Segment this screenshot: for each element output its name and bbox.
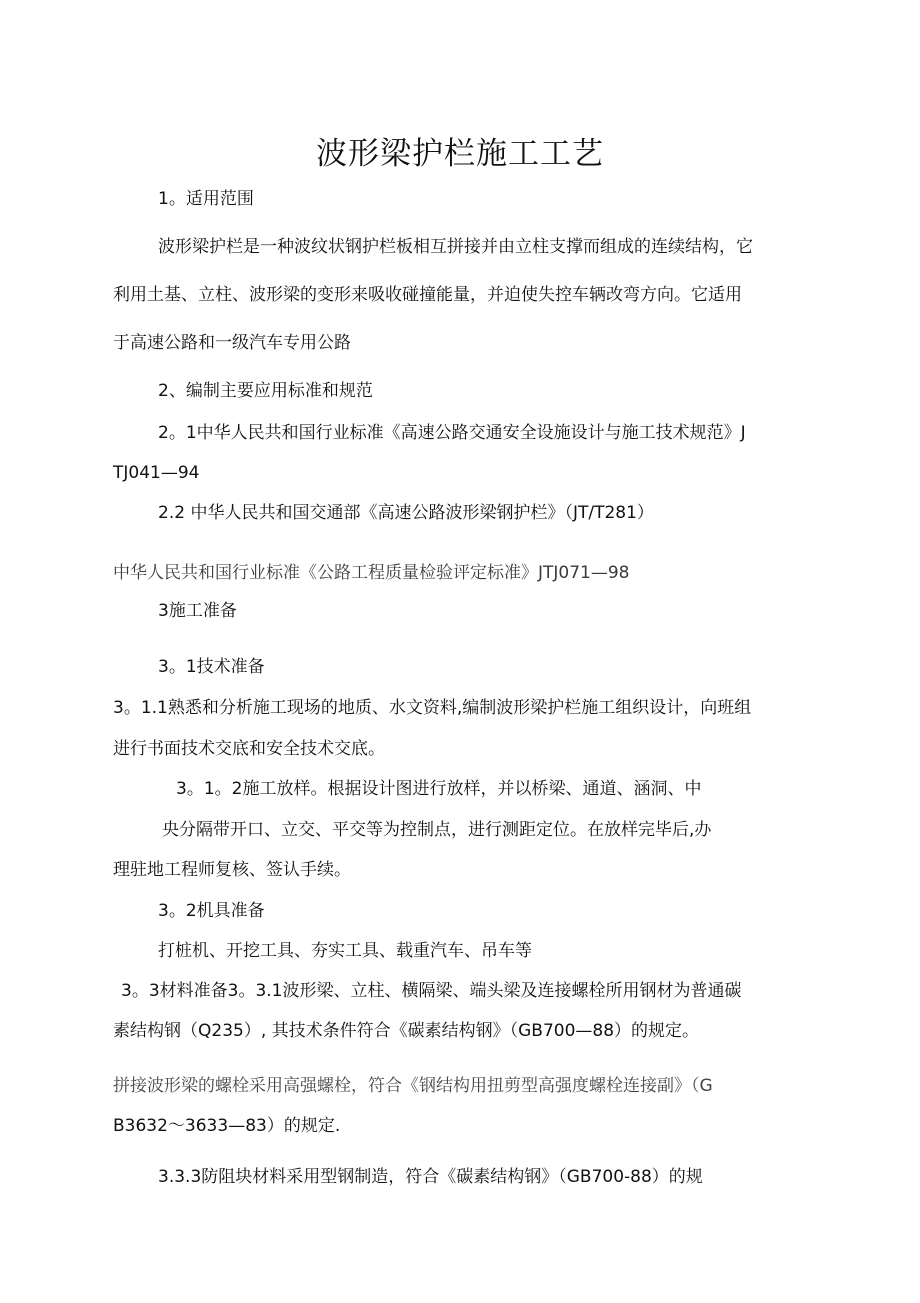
paragraph-line: B3632～3633—83）的规定. — [113, 1116, 341, 1136]
paragraph-line: 于高速公路和一级汽车专用公路 — [113, 333, 351, 353]
subsection-heading: 3。2机具准备 — [158, 901, 265, 921]
section-2-heading: 2、编制主要应用标准和规范 — [158, 381, 373, 401]
section-1-heading: 1。适用范围 — [158, 189, 254, 209]
paragraph-line: 中华人民共和国行业标准《公路工程质量检验评定标准》JTJ071—98 — [113, 563, 630, 583]
paragraph-line: 利用土基、立柱、波形梁的变形来吸收碰撞能量，并迫使失控车辆改弯方向。它适用 — [113, 285, 742, 305]
paragraph-line: 3。1.1熟悉和分析施工现场的地质、水文资料,编制波形梁护栏施工组织设计，向班组 — [113, 698, 752, 718]
paragraph-line: 2.2 中华人民共和国交通部《高速公路波形梁钢护栏》（JT/T281） — [158, 503, 654, 523]
paragraph-line: 进行书面技术交底和安全技术交底。 — [113, 739, 385, 759]
paragraph-line: 3.3.3防阻块材料采用型钢制造，符合《碳素结构钢》（GB700-88）的规 — [158, 1167, 703, 1187]
paragraph-line: 打桩机、开挖工具、夯实工具、载重汽车、吊车等 — [158, 941, 532, 961]
paragraph-line: 央分隔带开口、立交、平交等为控制点，进行测距定位。在放样完毕后,办 — [162, 820, 712, 840]
paragraph-line: 2。1中华人民共和国行业标准《高速公路交通安全设施设计与施工技术规范》J — [158, 423, 746, 443]
subsection-heading: 3。1技术准备 — [158, 657, 265, 677]
paragraph-line: 波形梁护栏是一种波纹状钢护栏板相互拼接并由立柱支撑而组成的连续结构，它 — [158, 237, 753, 257]
paragraph-line: 3。1。2施工放样。根据设计图进行放样，并以桥梁、通道、涵洞、中 — [176, 779, 702, 799]
paragraph-line: 拼接波形梁的螺栓采用高强螺栓，符合《钢结构用扭剪型高强度螺栓连接副》（G — [113, 1076, 713, 1096]
paragraph-line: 素结构钢（Q235）, 其技术条件符合《碳素结构钢》（GB700—88）的规定。 — [113, 1021, 700, 1041]
section-3-heading: 3施工准备 — [158, 601, 237, 621]
paragraph-line: TJ041—94 — [113, 463, 200, 483]
paragraph-line: 理驻地工程师复核、签认手续。 — [113, 860, 351, 880]
paragraph-line: 3。3材料准备3。3.1波形梁、立柱、横隔梁、端头梁及连接螺栓所用钢材为普通碳 — [121, 981, 742, 1001]
document-title: 波形梁护栏施工工艺 — [316, 136, 604, 172]
